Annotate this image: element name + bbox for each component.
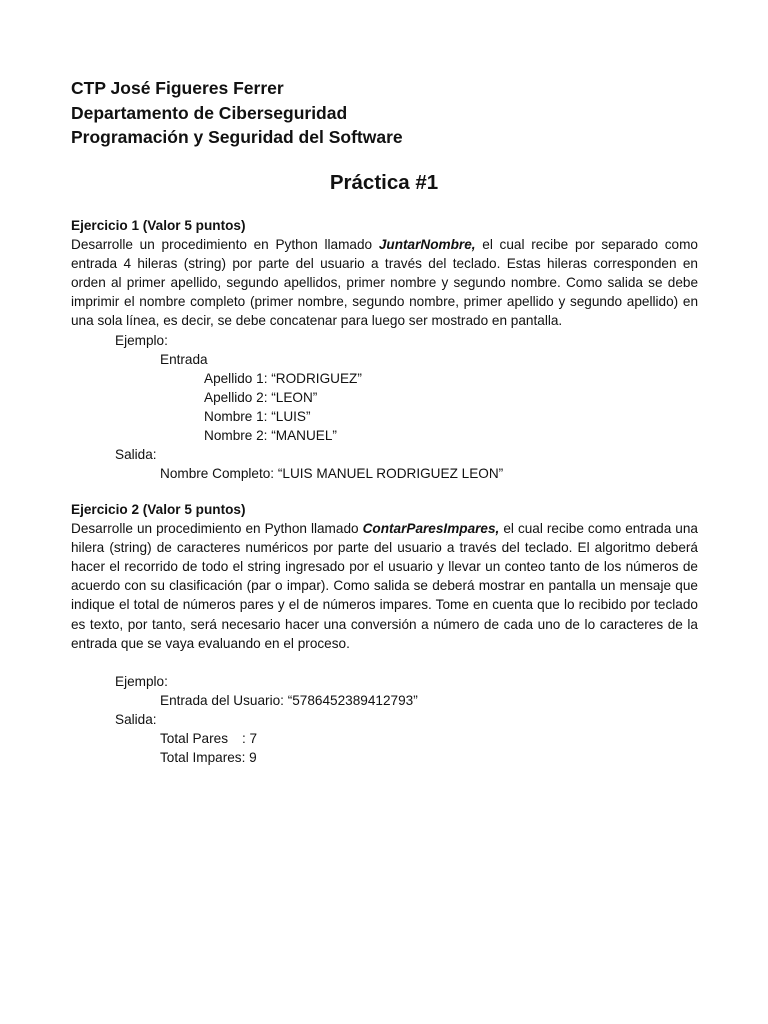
exercise-1-input-label: Entrada (160, 351, 208, 367)
exercise-1-input-item: Nombre 2: “MANUEL” (204, 428, 337, 444)
exercise-1-output-value: Nombre Completo: “LUIS MANUEL RODRIGUEZ LEON” (160, 466, 504, 482)
school-name: CTP José Figueres Ferrer (71, 78, 284, 98)
exercise-2-heading: Ejercicio 2 (Valor 5 puntos) (71, 502, 246, 517)
exercise-1 (71, 216, 698, 483)
exercise-1-output-label: Salida: (115, 447, 157, 463)
document-header (71, 76, 691, 150)
spacer (71, 653, 698, 672)
exercise-2-pares-line (71, 729, 698, 748)
exercise-2-output-label: Salida: (115, 712, 157, 728)
exercise-2-function-name: ContarParesImpares, (362, 521, 500, 537)
pares-label: Total Pares (160, 731, 229, 747)
department-name: Departamento de Ciberseguridad (71, 102, 348, 123)
pares-value: : 7 (242, 731, 258, 747)
exercise-1-input-item: Nombre 1: “LUIS” (204, 408, 311, 424)
practice-title: Práctica #1 (329, 171, 439, 194)
exercise-2-description (71, 519, 698, 653)
exercise-2-text-after: el cual recibe como entrada una hilera (string) de caracteres numéricos por parte del usuario a través del teclado. El algoritmo deberá hacer el recorrido de todo el string ingresado por el usuario y llevar un conteo tanto de los números de acuerdo con su clasificación (par o impar). Como salida se deberá mostrar en pantalla un mensaje que indique el total de números pares y el de números impares. Tome en cuenta que lo recibido por teclado es texto, por tanto, será necesario hacer una conversión a número de cada uno de lo caracteres de la entrada que se vaya evaluando en el proceso. (71, 521, 698, 651)
exercise-1-example-label: Ejemplo: (115, 332, 168, 348)
exercise-1-text-before: Desarrolle un procedimiento en Python llamado (71, 237, 379, 253)
exercise-1-input-item: Apellido 1: “RODRIGUEZ” (204, 370, 362, 386)
exercise-2-example-label: Ejemplo: (115, 673, 168, 689)
exercise-2-text-before: Desarrolle un procedimiento en Python llamado (71, 521, 363, 537)
exercise-1-description (71, 235, 698, 330)
exercise-1-text-after: el cual recibe por separado como entrada 4 hileras (string) por parte del usuario a través del teclado. Estas hileras corresponden en orden al primer apellido, segundo apellidos, primer nombre y segundo nombre. Como salida se debe imprimir el nombre completo (primer nombre, segundo nombre, primer apellido y segundo apellido) en una sola línea, es decir, se debe concatenar para luego ser mostrado en pantalla. (71, 237, 698, 329)
exercise-1-input-item: Apellido 2: “LEON” (204, 389, 318, 405)
exercise-2 (71, 500, 698, 767)
exercise-1-heading: Ejercicio 1 (Valor 5 puntos) (71, 218, 246, 233)
exercise-2-user-input: Entrada del Usuario: “5786452389412793” (160, 692, 418, 708)
course-name: Programación y Seguridad del Software (71, 127, 403, 147)
exercise-1-function-name: JuntarNombre, (378, 237, 476, 253)
exercise-2-impares-line: Total Impares: 9 (160, 750, 257, 766)
